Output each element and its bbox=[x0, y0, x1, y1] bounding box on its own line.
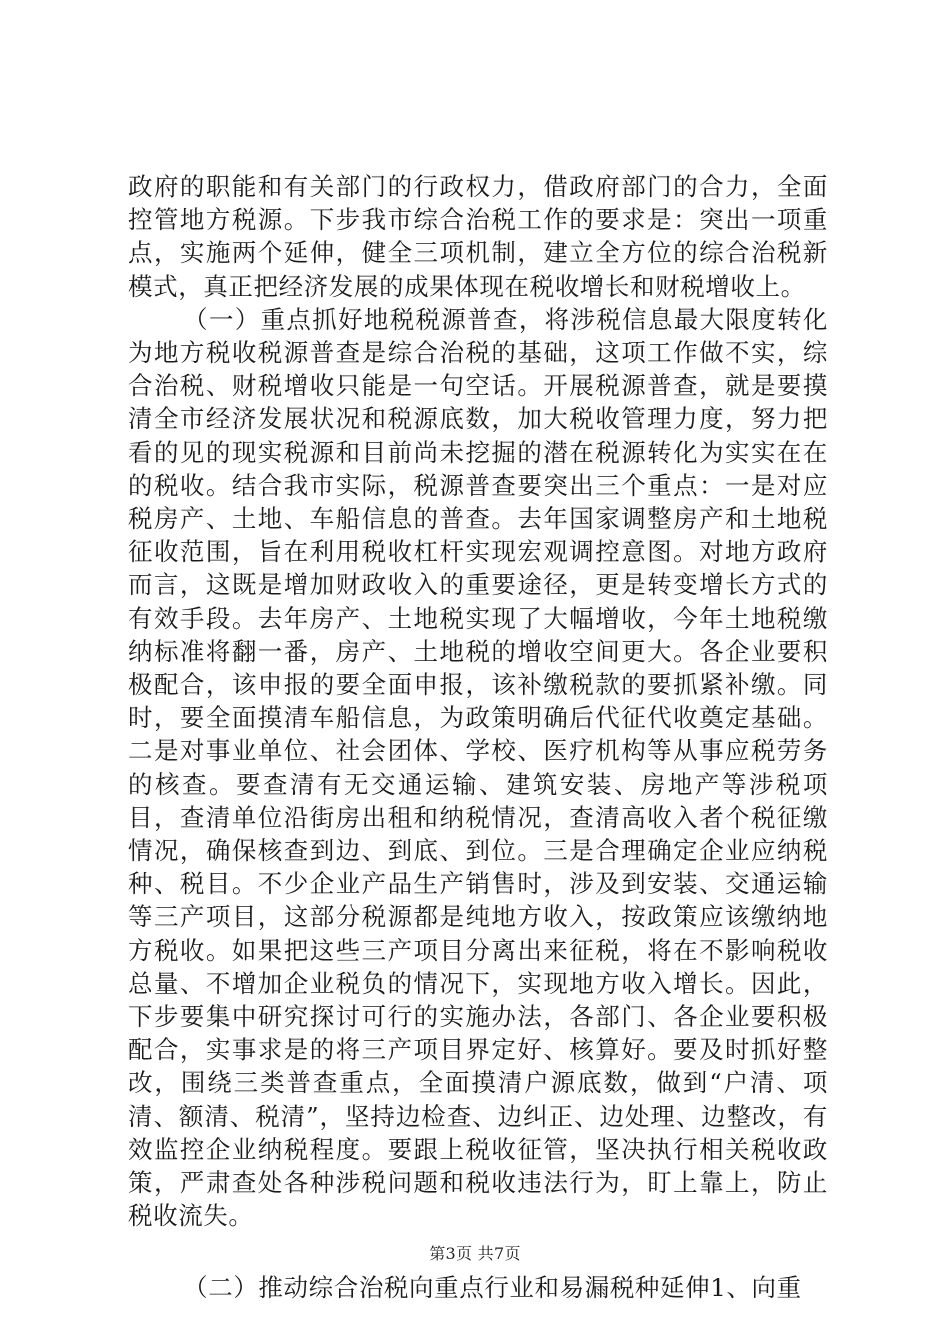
paragraph-section-two: （二）推动综合治税向重点行业和易漏税种延伸1、向重 bbox=[183, 1272, 802, 1302]
paragraph-intro: 政府的职能和有关部门的行政权力，借政府部门的合力，全面控管地方税源。下步我市综合治税工作的要求是：突出一项重点，实施两个延伸，健全三项机制，建立全方位的综合治税新模式，真正把经济发展的成果体现在税收增长和财税增收上。 bbox=[128, 172, 828, 301]
paragraph-section-one: （一）重点抓好地税税源普查，将涉税信息最大限度转化为地方税收税源普查是综合治税的基础，这项工作做不实，综合治税、财税增收只能是一句空话。开展税源普查，就是要摸清全市经济发展状况和税源底数，加大税收管理力度，努力把看的见的现实税源和目前尚未挖掘的潜在税源转化为实实在在的税收。结合我市实际，税源普查要突出三个重点：一是对应税房产、土地、车船信息的普查。去年国家调整房产和土地税征收范围，旨在利用税收杠杆实现宏观调控意图。对地方政府而言，这既是增加财政收入的重要途径，更是转变增长方式的有效手段。去年房产、土地税实现了大幅增收，今年土地税缴纳标准将翻一番，房产、土地税的增收空间更大。各企业要积极配合，该申报的要全面申报，该补缴税款的要抓紧补缴。同时，要全面摸清车船信息，为政策明确后代征代收奠定基础。二是对事业单位、社会团体、学校、医疗机构等从事应税劳务的核查。要查清有无交通运输、建筑安装、房地产等涉税项目，查清单位沿街房出租和纳税情况，查清高收入者个税征缴情况，确保核查到边、到底、到位。三是合理确定企业应纳税种、税目。不少企业产品生产销售时，涉及到安装、交通运输等三产项目，这部分税源都是纯地方收入，按政策应该缴纳地方税收。如果把这些三产项目分离出来征税，将在不影响税收总量、不增加企业税负的情况下，实现地方收入增长。因此，下步要集中研究探讨可行的实施办法，各部门、各企业要积极配合，实事求是的将三产项目界定好、核算好。要及时抓好整改，围绕三类普查重点，全面摸清户源底数，做到“户清、项清、额清、税清”，坚持边检查、边纠正、边处理、边整改，有效监控企业纳税程度。要跟上税收征管，坚决执行相关税收政策，严肃查处各种涉税问题和税收违法行为，盯上靠上，防止税收流失。 bbox=[128, 304, 828, 1231]
document-body bbox=[128, 170, 828, 1304]
page-number-footer: 第3页 共7页 bbox=[429, 1244, 521, 1263]
